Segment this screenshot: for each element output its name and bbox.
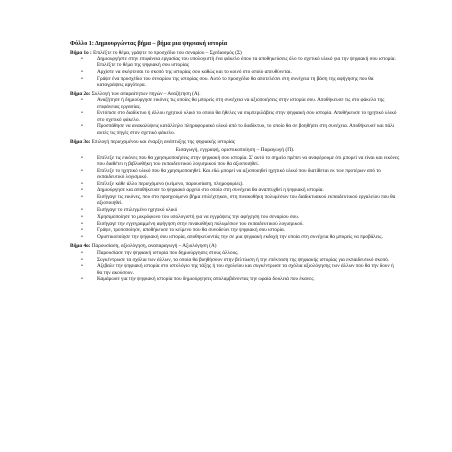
step-3-list — [70, 155, 400, 241]
step-3-text: Επιλογή περιεχομένου και έναρξη ανάπτυξης της ψηφιακής ιστορίας — [90, 138, 235, 145]
step-4-text: Παρουσίαση, αξιολόγηση, αναπαραγωγή – Αξιολόγηση (Α) — [90, 243, 217, 250]
list-item: • Εντόπισε στο διαδίκτυο ή άλλου ηχητικό υλικό το οποίο θα ήθελες να συμπεριλάβεις στην ψηφιακή σου ιστορία. Αποθήκευσε το ηχητικό υλικό στο σχετικό φάκελο. — [70, 110, 400, 122]
list-item: • Αξιβαλε την ψηφιακή ιστορία στο ιστολόγιο της τάξης ή του σχολείου και συγκέντρωσε τα σχόλια αξιολόγησης των άλλων που θα την δουν ή θα την ακούσουν. — [70, 263, 400, 275]
list-item: • Εισήγαγε το επιλεγμένο ηχητικό υλικό — [70, 207, 400, 213]
list-item: • Γράψε ένα προσχέδιο του σεναρίου της ιστορίας σου. Αυτό το προσχέδιο θα αποτελέσει στη συνέχεια τη βάση της αφήγησης που θα καταγράψεις αργότερα. — [70, 76, 400, 88]
list-item: • Εισήγαγε την εγγεγραμμένη αφήγηση στην πινακοθήκη πολυμέσων του εκπαιδευτικού λογισμικού. — [70, 221, 400, 227]
step-2-label: Βήμα 2ο: — [70, 91, 91, 97]
step-4-label: Βήμα 4ο: — [70, 243, 91, 250]
step-1-list — [70, 56, 400, 88]
step-1-label: Βήμα 1ο : — [70, 49, 92, 56]
list-item: • Επέλεξε τις εικόνες που θα χρησιμοποιήσεις στην ψηφιακή σου ιστορία. Σ' αυτό το σημείο πρέπει να αναφέρουμε ότι μπορεί να είναι και εικόνες που διαθέτει η βιβλιοθήκη του εκπαιδευτικού λογισμικού που θα αξιοποιηθεί. — [70, 155, 400, 167]
step-2-text: Συλλογή των απαραίτητων πηγών – Αναζήτηση (Α). — [90, 91, 201, 97]
list-item: • Επέλεξε κάθε άλλο περιεχόμενο (κείμενο, παρουσίαση, πληροφορίες). — [70, 181, 400, 187]
list-item: • Καμάρωσε για την ψηφιακή ιστορία που δημιούργησες απολαμβάνοντας την ωραία δουλειά που έκανες. — [70, 276, 400, 282]
list-item: • Αρχίστε να σκέφτεσαι το σκοπό της ιστορίας σου καθώς και το κοινό στο οποίο απευθύνεται. — [70, 69, 400, 75]
list-item: • Εισήγαγε τις εικόνες, που στο προηγούμενο βήμα επιλέχτηκαν, στη πινακοθήκη πολυμέσων του διαδικτυακού εκπαιδευτικού εργαλείου που θα αξιοποιηθεί. — [70, 194, 400, 206]
step-3-label: Βήμα 3ο: — [70, 138, 91, 145]
list-item: • Οριστικοποίησε την ψηφιακή σου ιστορία, αποθηκεύοντάς την σε μια ψηφιακή εκδοχή την οποία στη συνέχεια θα μπορείς να προβάλεις. — [70, 234, 400, 240]
worksheet-title: Φύλλο 1: Δημιουργώντας βήμα – βήμα μια ψηφιακή ιστορία — [70, 41, 228, 47]
list-item: • Γράψε, τροποποίησε, αποθήκευσε το κείμενο που θα συνοδεύει την ψηφιακή σου ιστορία. — [70, 227, 400, 233]
step-4-list — [70, 250, 400, 283]
step-3-subtitle: Εισαγωγή, εγγραφή, οριστικοποίηση – Παραγωγή (Π). — [175, 147, 295, 153]
list-item: • Παρουσίασε την ψηφιακή ιστορία που δημιούργησες στους άλλους. — [70, 250, 400, 256]
list-item: • Συγκέντρωσε τα σχόλια των άλλων, τα οποία θα βοηθήσουν στην βελτίωση ή την επέκταση της ψηφιακής ιστορίας για εκπαιδευτικό σκοπό. — [70, 257, 400, 263]
list-item: • Δημιούργησε και αποθήκευσε το ψηφιακό αρχείο στο οποίο στη συνέχεια θα αναπτυχθεί η ψηφιακή ιστορία. — [70, 187, 400, 193]
list-item: • Δημιουργήστε στην επιφάνεια εργασίας του υπολογιστή ένα φάκελο όπου τα αποθηκεύσεις όλο το σχετικό υλικό για την ψηφιακή σου ιστορία. Επιλέξτε το θέμα της ψηφιακή σου ιστορίας — [70, 56, 400, 68]
list-item: • Επέλεξε το ηχητικό υλικό που θα χρησιμοποιηθεί. Και εδώ μπορεί να αξιοποιηθεί ηχητικό υλικό που διατίθεται εκ των προτέρων από το εκπαιδευτικό λογισμικό. — [70, 168, 400, 180]
list-item: • Αναζήτησε ή δημιούργησε εικόνες τις οποίες θα μπορείς στη συνέχεια να αξιοποιήσεις στην ιστορία σου. Αποθήκευσε τις στο φάκελο της επιφάνειας εργασίας. — [70, 97, 400, 109]
step-1-text: Επιλέξτε το θέμα, γράψτε το προσχέδιο του σεναρίου – Σχεδιασμός (Σ) — [91, 49, 242, 56]
step-2-list — [70, 97, 400, 135]
step-3-heading — [70, 139, 400, 145]
list-item: • Χρησιμοποίησε το μικρόφωνο του υπολογιστή για να εγγράψεις την αφήγηση του σεναρίου σου. — [70, 214, 400, 220]
list-item: • Προσπάθησε να ανακαλύψεις κατάλληλο πληροφοριακό υλικό από το διαδίκτυο, το οποίο θα σε βοηθήσει στη συνέχεια. Αποθήκευσέ και πάλι αυτές τις πηγές στον σχετικό φάκελο. — [70, 123, 400, 135]
